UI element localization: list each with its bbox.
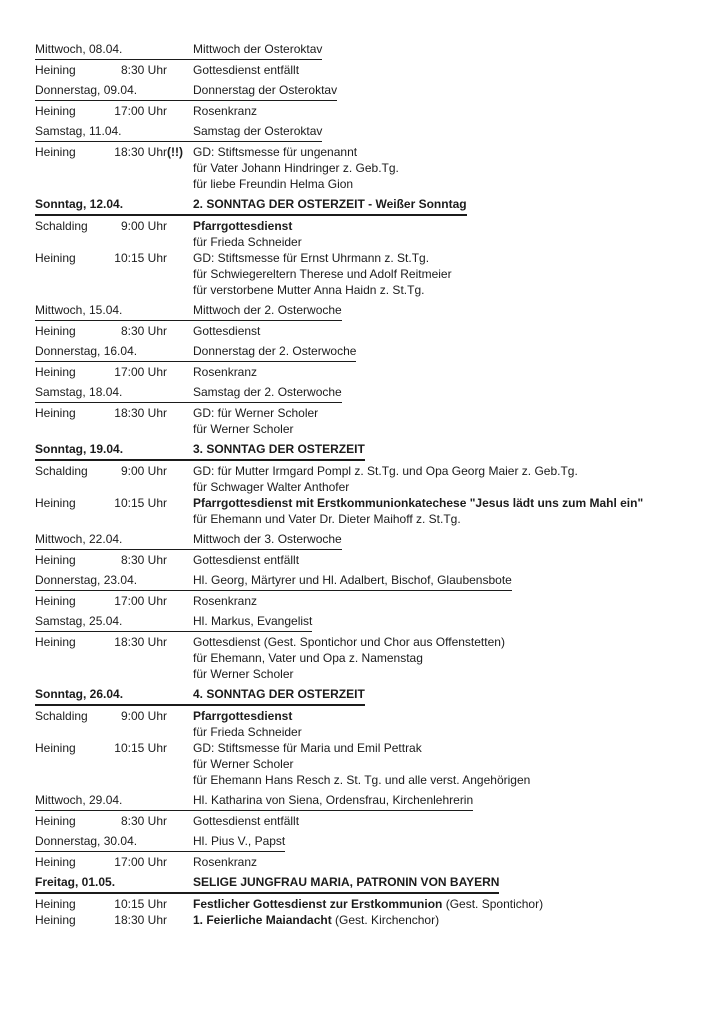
entry-lines (193, 250, 694, 298)
entry-lines (193, 495, 694, 527)
header-date: Samstag, 18.04. (35, 385, 123, 399)
entry-line (193, 103, 694, 119)
entry-line-bold: 1. Feierliche Maiandacht (193, 913, 332, 927)
schedule-group (35, 343, 694, 380)
group-header-row (35, 196, 467, 216)
entry-line-text: für Vater Johann Hindringer z. Geb.Tg. (193, 161, 399, 175)
entry-time-cell (105, 896, 167, 912)
entry-row (35, 364, 694, 380)
group-header-row (35, 531, 342, 550)
entry-line-text: für Werner Scholer (193, 667, 294, 681)
entry-time-cell (105, 144, 183, 192)
entry-time: 9:00 Uhr (120, 219, 167, 233)
entry-place: Heining (35, 104, 76, 118)
entry-time-cell (105, 405, 167, 437)
header-date: Sonntag, 12.04. (35, 197, 124, 211)
header-date: Sonntag, 19.04. (35, 442, 124, 456)
entry-line (193, 234, 694, 250)
header-date: Mittwoch, 29.04. (35, 793, 123, 807)
entry-line (193, 740, 694, 756)
entry-lines (193, 740, 694, 788)
entry-line-text: für Werner Scholer (193, 422, 294, 436)
entry-time: 17:00 Uhr (114, 104, 167, 118)
schedule-group (35, 384, 694, 437)
entry-line-text: für Schwiegereltern Therese und Adolf Reitmeier (193, 267, 452, 281)
schedule-group (35, 833, 694, 870)
entry-line (193, 896, 694, 912)
entry-lines (193, 552, 694, 568)
entry-line (193, 144, 694, 160)
entry-time: 8:30 Uhr (120, 63, 167, 77)
schedule-group (35, 572, 694, 609)
entry-line (193, 756, 694, 772)
entry-time-cell (105, 634, 167, 682)
group-entries (35, 62, 694, 78)
group-header-row (35, 792, 473, 811)
schedule-group (35, 613, 694, 682)
entry-line-text: (Gest. Kirchenchor) (331, 913, 440, 927)
entry-line-text: für Frieda Schneider (193, 725, 302, 739)
entry-row (35, 218, 694, 250)
entry-lines (193, 593, 694, 609)
group-entries (35, 593, 694, 609)
entry-row (35, 495, 694, 527)
entry-line-text: Gottesdienst (193, 324, 261, 338)
group-entries (35, 144, 694, 192)
entry-line-text: für Ehemann und Vater Dr. Dieter Maihoff z. St.Tg. (193, 512, 461, 526)
entry-line (193, 772, 694, 788)
schedule-group (35, 41, 694, 78)
schedule-group (35, 196, 694, 298)
entry-line-text: (Gest. Spontichor) (442, 897, 544, 911)
entry-line-text: Rosenkranz (193, 365, 258, 379)
header-title: Hl. Georg, Märtyrer und Hl. Adalbert, Bischof, Glaubensbote (193, 573, 512, 587)
entry-lines (193, 218, 694, 250)
entry-time-suffix: (!!) (167, 145, 183, 159)
group-entries (35, 103, 694, 119)
header-date: Freitag, 01.05. (35, 875, 116, 889)
entry-place: Heining (35, 913, 76, 927)
entry-lines (193, 912, 694, 928)
header-date: Donnerstag, 30.04. (35, 834, 138, 848)
entry-line (193, 479, 694, 495)
entry-time: 18:30 Uhr (114, 635, 167, 649)
entry-row (35, 552, 694, 568)
entry-line (193, 854, 694, 870)
entry-line-text: für liebe Freundin Helma Gion (193, 177, 354, 191)
group-header-row (35, 572, 512, 591)
group-entries (35, 854, 694, 870)
entry-time-cell (105, 364, 167, 380)
entry-line (193, 463, 694, 479)
header-date: Mittwoch, 22.04. (35, 532, 123, 546)
entry-row (35, 896, 694, 912)
entry-time: 9:00 Uhr (120, 709, 167, 723)
group-entries (35, 364, 694, 380)
entry-place: Schalding (35, 709, 88, 723)
entry-time-cell (105, 912, 167, 928)
entry-line (193, 666, 694, 682)
entry-line-text: für Frieda Schneider (193, 235, 302, 249)
entry-time: 10:15 Uhr (114, 897, 167, 911)
group-entries (35, 405, 694, 437)
group-header-row (35, 384, 342, 403)
entry-time: 10:15 Uhr (114, 741, 167, 755)
header-title: Donnerstag der Osteroktav (193, 83, 338, 97)
schedule-group (35, 441, 694, 527)
entry-place: Heining (35, 63, 76, 77)
entry-lines (193, 896, 694, 912)
entry-time-cell (105, 854, 167, 870)
entry-line (193, 176, 694, 192)
entry-row (35, 593, 694, 609)
entry-time-cell (105, 740, 167, 788)
group-entries (35, 708, 694, 788)
entry-row (35, 912, 694, 928)
entry-line-text: GD: Stiftsmesse für ungenannt (193, 145, 358, 159)
entry-line-text: Gottesdienst entfällt (193, 553, 300, 567)
header-title: SELIGE JUNGFRAU MARIA, PATRONIN VON BAYERN (193, 875, 500, 889)
entry-line-text: GD: Stiftsmesse für Maria und Emil Pettrak (193, 741, 422, 755)
schedule-group (35, 792, 694, 829)
entry-place: Heining (35, 897, 76, 911)
entry-row (35, 62, 694, 78)
entry-line-text: Gottesdienst entfällt (193, 63, 300, 77)
entry-line-text: GD: Stiftsmesse für Ernst Uhrmann z. St.Tg. (193, 251, 430, 265)
entry-place: Schalding (35, 464, 88, 478)
header-title: Mittwoch der Osteroktav (193, 42, 323, 56)
entry-row (35, 813, 694, 829)
entry-line-text: Gottesdienst (Gest. Spontichor und Chor aus Offenstetten) (193, 635, 505, 649)
schedule-group (35, 874, 694, 928)
schedule-group (35, 302, 694, 339)
entry-time-cell (105, 708, 167, 740)
entry-line-bold: Pfarrgottesdienst mit Erstkommunionkatechese "Jesus lädt uns zum Mahl ein" (193, 496, 644, 510)
entry-line (193, 266, 694, 282)
group-entries (35, 896, 694, 928)
entry-line (193, 364, 694, 380)
group-header-row (35, 833, 285, 852)
entry-lines (193, 854, 694, 870)
entry-line (193, 250, 694, 266)
entry-place: Heining (35, 741, 76, 755)
entry-line-text: für Werner Scholer (193, 757, 294, 771)
header-title: Samstag der 2. Osterwoche (193, 385, 342, 399)
entry-time: 18:30 Uhr (114, 145, 167, 159)
entry-time-cell (105, 62, 167, 78)
entry-time: 8:30 Uhr (120, 553, 167, 567)
schedule-group (35, 686, 694, 788)
group-entries (35, 634, 694, 682)
entry-row (35, 103, 694, 119)
entry-time-cell (105, 218, 167, 250)
header-title: Hl. Katharina von Siena, Ordensfrau, Kirchenlehrerin (193, 793, 474, 807)
entry-row (35, 405, 694, 437)
header-title: Hl. Pius V., Papst (193, 834, 286, 848)
group-header-row (35, 441, 365, 461)
entry-lines (193, 708, 694, 740)
entry-line (193, 218, 694, 234)
entry-line-bold: Pfarrgottesdienst (193, 219, 293, 233)
entry-time: 8:30 Uhr (120, 814, 167, 828)
entry-lines (193, 62, 694, 78)
entry-time: 18:30 Uhr (114, 913, 167, 927)
schedule-list (35, 41, 694, 928)
entry-lines (193, 463, 694, 495)
entry-place: Heining (35, 251, 76, 265)
header-date: Donnerstag, 23.04. (35, 573, 138, 587)
entry-line (193, 323, 694, 339)
entry-row (35, 854, 694, 870)
entry-line-text: GD: für Werner Scholer (193, 406, 319, 420)
header-date: Samstag, 11.04. (35, 124, 122, 138)
entry-time: 17:00 Uhr (114, 365, 167, 379)
entry-lines (193, 634, 694, 682)
entry-place: Heining (35, 406, 76, 420)
entry-line (193, 724, 694, 740)
entry-place: Heining (35, 365, 76, 379)
header-title: 3. SONNTAG DER OSTERZEIT (193, 442, 365, 456)
header-date: Samstag, 25.04. (35, 614, 123, 628)
entry-line (193, 282, 694, 298)
group-header-row (35, 302, 342, 321)
header-title: Samstag der Osteroktav (193, 124, 323, 138)
entry-row (35, 740, 694, 788)
entry-line (193, 405, 694, 421)
group-header-row (35, 82, 337, 101)
entry-line (193, 421, 694, 437)
group-entries (35, 323, 694, 339)
entry-line-text: Rosenkranz (193, 594, 258, 608)
entry-time-cell (105, 593, 167, 609)
entry-row (35, 250, 694, 298)
entry-time: 17:00 Uhr (114, 594, 167, 608)
entry-time-cell (105, 552, 167, 568)
entry-time: 9:00 Uhr (120, 464, 167, 478)
group-entries (35, 218, 694, 298)
entry-line (193, 813, 694, 829)
entry-place: Heining (35, 496, 76, 510)
header-date: Mittwoch, 08.04. (35, 42, 123, 56)
entry-time-cell (105, 323, 167, 339)
entry-line (193, 511, 694, 527)
entry-lines (193, 144, 694, 192)
entry-row (35, 708, 694, 740)
entry-line (193, 912, 694, 928)
entry-line (193, 160, 694, 176)
group-entries (35, 552, 694, 568)
entry-place: Heining (35, 553, 76, 567)
entry-row (35, 144, 694, 192)
entry-lines (193, 813, 694, 829)
header-title: Hl. Markus, Evangelist (193, 614, 313, 628)
entry-line (193, 650, 694, 666)
entry-line-text: Rosenkranz (193, 104, 258, 118)
entry-time: 17:00 Uhr (114, 855, 167, 869)
entry-time: 8:30 Uhr (120, 324, 167, 338)
entry-place: Heining (35, 814, 76, 828)
schedule-group (35, 531, 694, 568)
entry-line (193, 62, 694, 78)
entry-place: Heining (35, 855, 76, 869)
entry-place: Heining (35, 145, 76, 159)
entry-lines (193, 103, 694, 119)
group-header-row (35, 123, 322, 142)
group-entries (35, 813, 694, 829)
schedule-group (35, 82, 694, 119)
header-date: Sonntag, 26.04. (35, 687, 124, 701)
entry-row (35, 323, 694, 339)
entry-time-cell (105, 495, 167, 527)
header-date: Donnerstag, 09.04. (35, 83, 138, 97)
entry-line-text: Rosenkranz (193, 855, 258, 869)
entry-time: 10:15 Uhr (114, 496, 167, 510)
entry-time-cell (105, 813, 167, 829)
entry-row (35, 634, 694, 682)
entry-time-cell (105, 250, 167, 298)
entry-line (193, 495, 694, 511)
schedule-group (35, 123, 694, 192)
entry-lines (193, 323, 694, 339)
group-header-row (35, 874, 499, 894)
entry-line (193, 593, 694, 609)
entry-line-text: für Ehemann Hans Resch z. St. Tg. und alle verst. Angehörigen (193, 773, 531, 787)
entry-time-cell (105, 463, 167, 495)
entry-line-text: für Ehemann, Vater und Opa z. Namenstag (193, 651, 423, 665)
group-entries (35, 463, 694, 527)
entry-line-bold: Festlicher Gottesdienst zur Erstkommunion (193, 897, 443, 911)
entry-place: Heining (35, 594, 76, 608)
entry-line-text: Gottesdienst entfällt (193, 814, 300, 828)
entry-time-cell (105, 103, 167, 119)
header-title: 4. SONNTAG DER OSTERZEIT (193, 687, 365, 701)
header-date: Mittwoch, 15.04. (35, 303, 123, 317)
entry-line-text: für Schwager Walter Anthofer (193, 480, 350, 494)
entry-line (193, 634, 694, 650)
entry-place: Heining (35, 635, 76, 649)
header-title: Mittwoch der 2. Osterwoche (193, 303, 342, 317)
header-title: Donnerstag der 2. Osterwoche (193, 344, 357, 358)
group-header-row (35, 343, 356, 362)
group-header-row (35, 41, 322, 60)
header-title: Mittwoch der 3. Osterwoche (193, 532, 342, 546)
entry-place: Heining (35, 324, 76, 338)
entry-line-text: GD: für Mutter Irmgard Pompl z. St.Tg. und Opa Georg Maier z. Geb.Tg. (193, 464, 578, 478)
entry-line (193, 708, 694, 724)
entry-line-text: für verstorbene Mutter Anna Haidn z. St.Tg. (193, 283, 425, 297)
group-header-row (35, 613, 312, 632)
entry-lines (193, 364, 694, 380)
entry-lines (193, 405, 694, 437)
entry-row (35, 463, 694, 495)
entry-place: Schalding (35, 219, 88, 233)
group-header-row (35, 686, 365, 706)
entry-line (193, 552, 694, 568)
entry-time: 18:30 Uhr (114, 406, 167, 420)
entry-time: 10:15 Uhr (114, 251, 167, 265)
entry-line-bold: Pfarrgottesdienst (193, 709, 293, 723)
header-date: Donnerstag, 16.04. (35, 344, 138, 358)
header-title: 2. SONNTAG DER OSTERZEIT - Weißer Sonntag (193, 197, 467, 211)
